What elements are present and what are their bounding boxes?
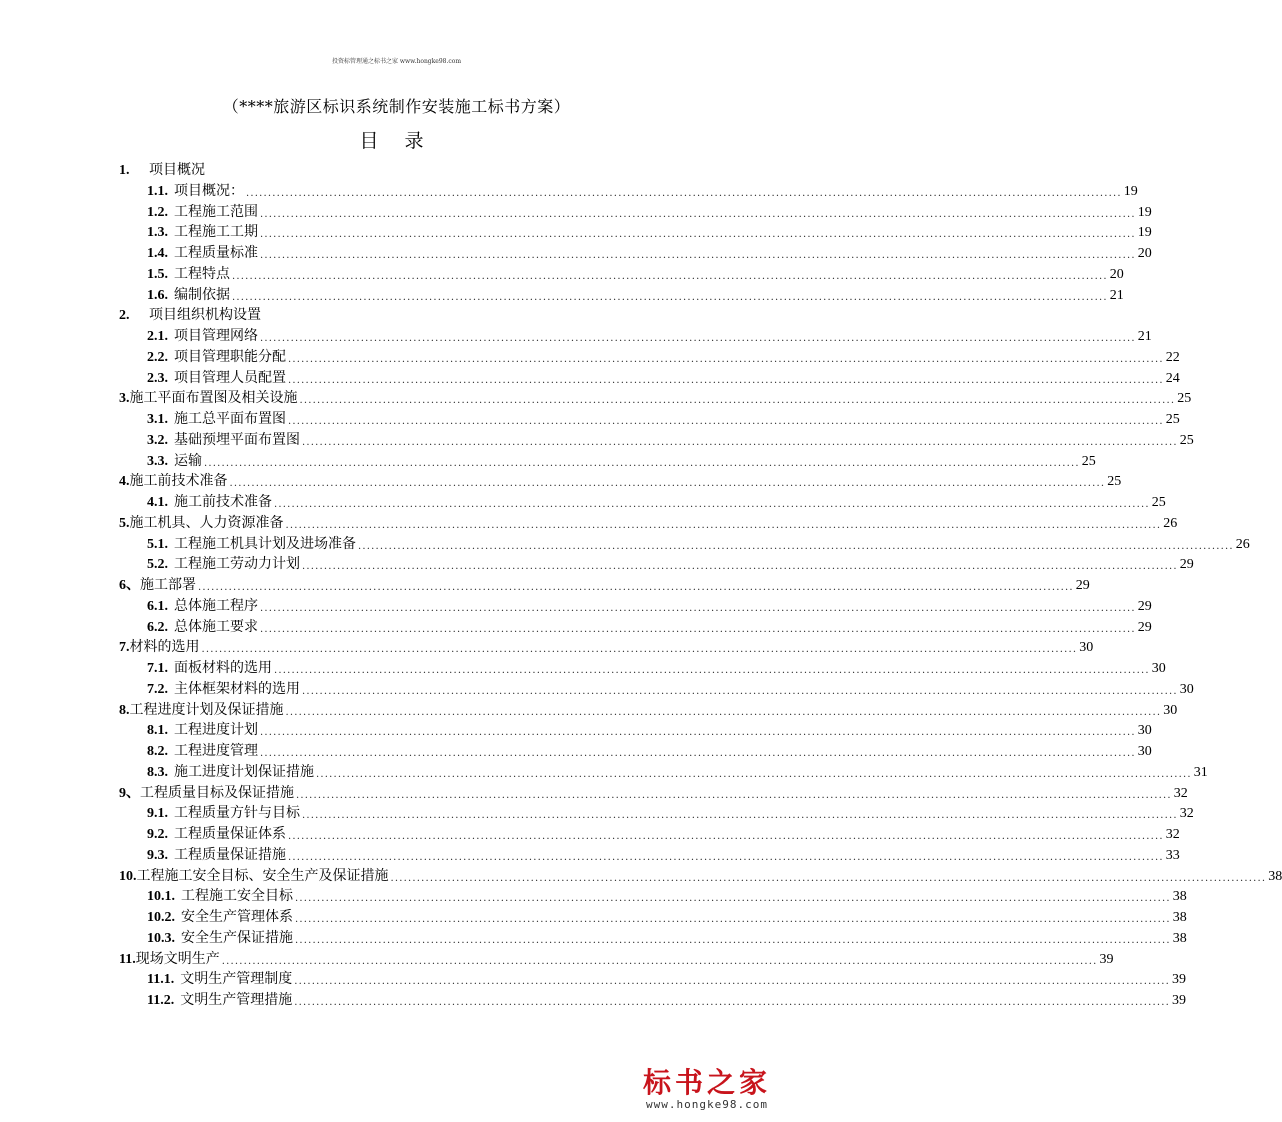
toc-entry-number: 10.2. [147,910,175,925]
toc-entry-page: 38 [1172,889,1187,905]
toc-entry-number: 5.2. [147,557,168,573]
toc-leader-dots: ........................................................................................................................................................................................................ [295,934,1171,946]
toc-leader-dots: ........................................................................................................................................................................................................ [274,665,1150,676]
toc-entry-page: 31 [1193,764,1208,780]
toc-entry-page: 38 [1172,930,1187,946]
toc-entry[interactable] [119,864,1282,885]
toc-entry-title: 主体框架材料的选用 [174,680,300,697]
toc-entry[interactable] [147,179,1138,200]
toc-entry-title: 项目概况： [174,182,244,199]
toc-entry[interactable] [147,843,1180,864]
toc-leader-dots: ........................................................................................................................................................................................................ [302,810,1178,822]
toc-entry[interactable] [147,760,1208,781]
toc-entry-title: 项目管理网络 [174,328,258,344]
toc-entry-title: 工程质量方针与目标 [174,805,300,822]
toc-entry[interactable] [147,967,1186,988]
toc-entry[interactable] [119,573,1090,594]
toc-leader-dots: ........................................................................................................................................................................................................ [260,623,1136,635]
toc-entry-number: 2. [119,308,130,324]
toc-entry[interactable] [147,532,1250,553]
toc-leader-dots: ........................................................................................................................................................................................................ [302,561,1178,573]
toc-entry-title: 项目概况 [149,162,205,178]
toc-leader-dots: ........................................................................................................................................................................................................ [358,540,1234,552]
toc-leader-dots: ........................................................................................................................................................................................................ [294,976,1170,988]
toc-entry-page: 25 [1165,412,1180,427]
document-title: （****旅游区标识系统制作安装施工标书方案） [222,97,571,116]
toc-entry-title: 安全生产管理体系 [181,909,293,925]
toc-leader-dots: ........................................................................................................................................................................................................ [260,602,1136,614]
toc-leader-dots: ........................................................................................................................................................................................................ [295,893,1171,905]
toc-entry-number: 4. [119,474,130,490]
toc-entry-number: 10. [119,868,137,884]
toc-entry-page: 30 [1137,723,1152,739]
toc-entry-title: 工程施工安全目标、安全生产及保证措施 [136,867,389,884]
toc-entry-page: 24 [1165,370,1180,386]
toc-entry-page: 32 [1173,785,1188,801]
toc-entry[interactable] [147,594,1152,615]
toc-entry-number: 3.2. [147,432,168,448]
toc-entry-number: 6.1. [147,598,168,614]
toc-entry-page: 21 [1137,329,1152,344]
toc-entry-title: 工程质量保证措施 [174,846,286,863]
toc-entry-title: 现场文明生产 [135,950,220,967]
toc-entry[interactable] [147,324,1152,345]
toc-leader-dots: ........................................................................................................................................................................................................ [221,955,1098,967]
toc-entry[interactable] [147,884,1187,905]
toc-entry-number: 7.1. [147,661,168,676]
toc-entry-title: 施工总平面布置图 [174,411,286,427]
toc-entry[interactable] [147,988,1186,1009]
toc-entry-number: 7.2. [147,681,168,697]
toc-leader-dots: ........................................................................................................................................................................................................ [294,997,1170,1008]
toc-entry-page: 19 [1137,204,1152,220]
toc-entry-page: 30 [1137,744,1152,759]
toc-entry-number: 10.3. [147,930,175,946]
toc-entry-number: 2.1. [147,329,168,344]
toc-entry-title: 施工前技术准备 [174,494,272,510]
toc-entry-page: 30 [1179,681,1194,697]
toc-entry-title: 编制依据 [174,286,230,303]
toc-entry-number: 9.3. [147,847,168,863]
toc-entry-number: 1.5. [147,266,168,282]
toc-entry-number: 4.1. [147,495,168,510]
toc-entry[interactable] [119,635,1094,656]
toc-leader-dots: ........................................................................................................................................................................................................ [201,644,1078,656]
toc-entry-title: 施工平面布置图及相关设施 [129,390,298,407]
toc-entry-page: 26 [1235,536,1250,552]
toc-entry[interactable] [147,428,1194,449]
logo-name: 标书之家 [642,1066,771,1099]
toc-entry-number: 1.2. [147,204,168,220]
toc-leader-dots: ........................................................................................................................................................................................................ [390,872,1267,884]
toc-entry[interactable] [147,615,1152,636]
toc-leader-dots: ........................................................................................................................................................................................................ [274,499,1150,510]
toc-entry-title: 工程施工范围 [174,203,258,220]
toc-leader-dots: ........................................................................................................................................................................................................ [302,685,1178,697]
toc-entry-title: 运输 [174,452,202,469]
toc-entry-number: 8.1. [147,723,168,739]
toc-entry[interactable] [147,490,1166,511]
toc-entry-title: 施工机具、人力资源准备 [129,514,284,531]
toc-entry[interactable] [147,449,1096,470]
toc-entry-page: 26 [1163,515,1178,531]
toc-entry[interactable] [119,303,676,324]
toc-entry-page: 20 [1137,246,1152,261]
toc-leader-dots: ........................................................................................................................................................................................................ [295,914,1171,925]
toc-leader-dots: ........................................................................................................................................................................................................ [229,478,1106,490]
toc-entry-number: 2.3. [147,370,168,386]
toc-entry-title: 工程施工工期 [174,224,258,241]
toc-entry-page: 20 [1109,266,1124,282]
toc-entry-title: 项目管理职能分配 [174,348,286,365]
toc-entry-title: 工程进度计划及保证措施 [129,701,284,718]
toc-entry-number: 11. [119,951,136,967]
toc-entry-number: 5. [119,515,130,531]
toc-entry-page: 39 [1171,972,1186,988]
toc-entry-page: 32 [1165,827,1180,842]
toc-entry-page: 25 [1179,432,1194,448]
toc-entry-number: 11.1. [147,972,175,988]
toc-entry-page: 29 [1137,598,1152,614]
toc-entry-page: 38 [1268,868,1282,884]
toc-entry-title: 材料的选用 [129,639,200,656]
toc-entry[interactable] [147,552,1194,573]
toc-entry-number: 11.2. [147,993,175,1008]
toc-entry-title: 总体施工程序 [174,597,258,614]
header-note: 投资标管理通之标书之家 www.hongke98.com [331,58,462,65]
toc-entry-title: 文明生产管理措施 [180,992,293,1008]
toc-entry[interactable] [147,262,1124,283]
toc-entry-title: 项目组织机构设置 [149,307,261,324]
toc-entry-number: 1.3. [147,225,168,241]
toc-entry-number: 9、 [119,785,140,801]
toc-entry-number: 1. [119,163,130,178]
toc-heading: 目 录 [359,130,434,152]
toc-leader-dots: ........................................................................................................................................................................................................ [299,395,1176,407]
toc-entry[interactable] [147,407,1180,428]
toc-entry-number: 1.4. [147,246,168,261]
toc-leader-dots: ........................................................................................................................................................................................................ [260,748,1136,759]
toc-entry-number: 3. [119,391,130,407]
toc-entry-title: 工程质量标准 [174,245,258,261]
toc-entry-page: 39 [1171,993,1186,1008]
logo-url: www.hongke98.com [646,1098,768,1111]
toc-leader-dots: ........................................................................................................................................................................................................ [260,229,1136,241]
toc-leader-dots: ........................................................................................................................................................................................................ [260,208,1136,220]
toc-entry-number: 5.1. [147,536,168,552]
toc-entry[interactable] [147,677,1194,698]
toc-entry-title: 安全生产保证措施 [181,929,293,946]
toc-leader-dots: ........................................................................................................................................................................................................ [288,374,1164,386]
toc-entry-title: 施工进度计划保证措施 [174,763,314,780]
toc-entry[interactable] [147,656,1166,677]
toc-entry-title: 施工部署 [140,577,196,593]
toc-leader-dots: ........................................................................................................................................................................................................ [288,416,1164,427]
toc-entry-number: 6.2. [147,619,168,635]
toc-entry[interactable] [147,822,1180,843]
toc-entry[interactable] [119,781,1188,802]
toc-leader-dots: ........................................................................................................................................................................................................ [288,831,1164,842]
toc-leader-dots: ........................................................................................................................................................................................................ [246,187,1122,199]
toc-entry-page: 29 [1075,578,1090,593]
toc-entry-number: 7. [119,640,130,656]
toc-entry-page: 30 [1163,702,1178,718]
toc-entry-title: 基础预埋平面布置图 [174,431,300,448]
toc-leader-dots: ........................................................................................................................................................................................................ [302,436,1178,448]
toc-leader-dots: ........................................................................................................................................................................................................ [260,727,1136,739]
toc-leader-dots: ........................................................................................................................................................................................................ [260,333,1136,344]
toc-entry-page: 29 [1179,557,1194,573]
toc-entry-title: 工程质量目标及保证措施 [140,784,294,801]
toc-entry-title: 工程质量保证体系 [174,826,286,842]
toc-entry-title: 工程特点 [174,265,230,282]
toc-leader-dots: ........................................................................................................................................................................................................ [198,582,1074,593]
toc-leader-dots: ........................................................................................................................................................................................................ [288,851,1164,863]
toc-entry-title: 总体施工要求 [174,618,258,635]
toc-entry-page: 30 [1079,640,1094,656]
toc-entry[interactable] [147,739,1152,760]
toc-entry[interactable] [147,283,1124,304]
toc-entry-page: 22 [1165,349,1180,365]
toc-entry-number: 2.2. [147,349,168,365]
toc-leader-dots: ........................................................................................................................................................................................................ [232,270,1108,282]
toc-entry-number: 1.1. [147,183,168,199]
toc-entry-page: 21 [1109,287,1124,303]
toc-leader-dots: ........................................................................................................................................................................................................ [288,353,1164,365]
toc-entry[interactable] [119,511,1178,532]
toc-entry[interactable] [119,386,1192,407]
toc-entry-page: 19 [1137,225,1152,241]
toc-entry-title: 工程施工安全目标 [181,888,293,905]
toc-entry-page: 29 [1137,619,1152,635]
site-logo [643,1068,771,1111]
toc-entry-page: 25 [1081,453,1096,469]
toc-entry[interactable] [147,926,1187,947]
toc-entry-number: 3.3. [147,453,168,469]
toc-entry[interactable] [147,905,1187,926]
toc-entry-page: 30 [1151,661,1166,676]
toc-entry-number: 8.3. [147,764,168,780]
toc-entry-title: 工程施工机具计划及进场准备 [174,535,356,552]
toc-entry-title: 工程进度计划 [174,722,258,739]
toc-entry[interactable] [119,469,1122,490]
toc-leader-dots: ........................................................................................................................................................................................................ [260,250,1136,261]
toc-entry-page: 25 [1107,474,1122,490]
toc-entry[interactable] [147,366,1180,387]
toc-entry-number: 10.1. [147,889,175,905]
toc-entry-number: 1.6. [147,287,168,303]
toc-entry[interactable] [147,220,1152,241]
toc-leader-dots: ........................................................................................................................................................................................................ [296,789,1172,801]
toc-entry-number: 8. [119,702,130,718]
toc-entry-title: 文明生产管理制度 [180,971,293,988]
toc-entry-page: 38 [1172,910,1187,925]
toc-entry-number: 8.2. [147,744,168,759]
toc-entry[interactable] [147,801,1194,822]
toc-entry-title: 施工前技术准备 [129,473,228,490]
toc-entry-title: 工程进度管理 [174,743,258,759]
toc-entry-number: 9.1. [147,806,168,822]
toc-entry-number: 3.1. [147,412,168,427]
toc-leader-dots: ........................................................................................................................................................................................................ [204,457,1080,469]
toc-entry-page: 25 [1177,391,1192,407]
toc-entry-page: 25 [1151,495,1166,510]
toc-entry[interactable] [147,200,1152,221]
toc-entry[interactable] [119,158,676,179]
toc-entry[interactable] [147,718,1152,739]
toc-entry-page: 32 [1179,806,1194,822]
toc-entry-title: 工程施工劳动力计划 [174,556,300,573]
toc-leader-dots: ........................................................................................................................................................................................................ [285,519,1162,531]
toc-entry-page: 39 [1099,951,1114,967]
toc-leader-dots: ........................................................................................................................................................................................................ [285,706,1162,718]
toc-entry[interactable] [119,698,1178,719]
toc-entry[interactable] [147,241,1152,262]
toc-entry-page: 33 [1165,847,1180,863]
toc-entry[interactable] [147,345,1180,366]
toc-entry-page: 19 [1123,183,1138,199]
toc-leader-dots: ........................................................................................................................................................................................................ [316,768,1192,780]
toc-entry-number: 9.2. [147,827,168,842]
toc-entry-title: 面板材料的选用 [174,660,272,676]
toc-entry-number: 6、 [119,578,140,593]
toc-leader-dots: ........................................................................................................................................................................................................ [232,291,1108,303]
toc-entry-title: 项目管理人员配置 [174,369,286,386]
toc-entry[interactable] [119,947,1114,968]
